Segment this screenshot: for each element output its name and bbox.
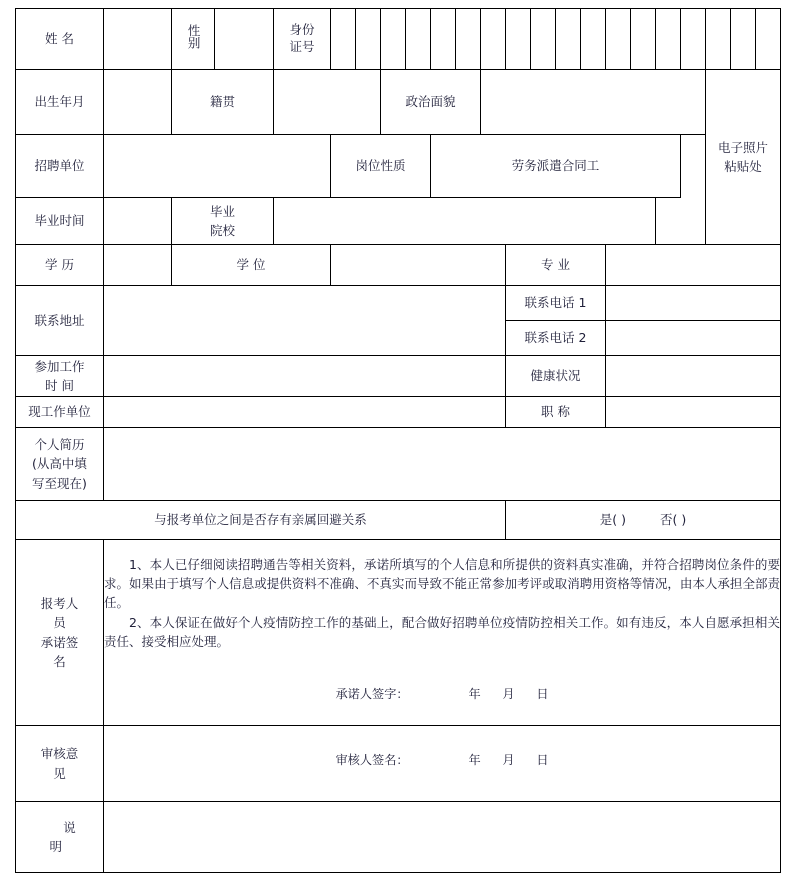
label-start-work-line1: 参加工作: [34, 358, 85, 374]
commitment-date-year: 年: [468, 687, 481, 702]
table-row-relative-avoidance: [16, 501, 781, 540]
table-row-education: [16, 245, 781, 286]
label-health-status: 健康状况: [506, 356, 606, 397]
id-cell-6[interactable]: [456, 9, 481, 70]
field-political-status-value[interactable]: [481, 70, 706, 135]
application-form-table: [15, 8, 781, 873]
label-id-number-text: 身份证号: [289, 21, 315, 54]
table-row-birth: [16, 70, 781, 135]
id-cell-14[interactable]: [656, 9, 681, 70]
id-cell-5[interactable]: [431, 9, 456, 70]
field-recruit-unit-value[interactable]: [104, 135, 331, 198]
table-row-note: [16, 802, 781, 873]
label-current-work-unit: 现工作单位: [16, 397, 104, 428]
review-date-year: 年: [468, 753, 481, 768]
id-cell-17[interactable]: [731, 9, 756, 70]
field-major-value[interactable]: [606, 245, 781, 286]
field-education-value[interactable]: [104, 245, 172, 286]
table-row-commitment: [16, 540, 781, 726]
label-contact-address: 联系地址: [16, 286, 104, 356]
commitment-signature-row: [104, 685, 780, 704]
application-form-container: [15, 8, 780, 873]
label-personal-resume: [16, 428, 104, 501]
label-graduation-time: 毕业时间: [16, 198, 104, 245]
field-native-place-value[interactable]: [274, 70, 381, 135]
field-gender-value[interactable]: [215, 9, 274, 70]
label-post-nature: 岗位性质: [331, 135, 431, 198]
photo-label-line1: 电子照片: [717, 139, 768, 155]
label-note: [16, 802, 104, 873]
label-commitment-line1: 报考人: [40, 595, 79, 611]
option-no[interactable]: 否( ): [659, 512, 687, 528]
field-graduation-school-value[interactable]: [274, 198, 656, 245]
id-cell-15[interactable]: [681, 9, 706, 70]
id-cell-9[interactable]: [531, 9, 556, 70]
label-relative-avoidance-question: 与报考单位之间是否存有亲属回避关系: [16, 501, 506, 540]
label-resume-line1: 个人简历: [34, 436, 85, 452]
field-birth-date-value[interactable]: [104, 70, 172, 135]
label-note-line1: 说: [63, 819, 76, 835]
label-graduation-school-line1: 毕业: [209, 203, 235, 219]
label-name: 姓 名: [16, 9, 104, 70]
label-education: 学 历: [16, 245, 104, 286]
commitment-date-group: [468, 685, 548, 704]
label-commitment-line2: 员: [53, 615, 66, 631]
commitment-date-month: 月: [502, 687, 515, 702]
field-phone1-value[interactable]: [606, 286, 781, 321]
label-phone1: 联系电话 1: [506, 286, 606, 321]
label-applicant-commitment: [16, 540, 104, 726]
id-cell-12[interactable]: [606, 9, 631, 70]
field-name-value[interactable]: [104, 9, 172, 70]
label-graduation-school-line2: 院校: [209, 223, 235, 238]
label-native-place: 籍贯: [172, 70, 274, 135]
label-commitment-line3: 承诺签: [40, 634, 79, 650]
id-cell-2[interactable]: [356, 9, 381, 70]
id-cell-4[interactable]: [406, 9, 431, 70]
field-current-work-unit-value[interactable]: [104, 397, 506, 428]
field-personal-resume-value[interactable]: [104, 428, 781, 501]
id-cell-16[interactable]: [706, 9, 731, 70]
label-note-line2: 明: [49, 839, 62, 854]
field-contact-address-value[interactable]: [104, 286, 506, 356]
review-date-month: 月: [502, 753, 515, 768]
id-cell-3[interactable]: [381, 9, 406, 70]
relative-avoidance-options: [506, 501, 781, 540]
table-row-phone1: [16, 286, 781, 321]
table-row-start-work: [16, 356, 781, 397]
field-health-status-value[interactable]: [606, 356, 781, 397]
review-signature-line: [104, 751, 780, 776]
photo-paste-area[interactable]: [706, 70, 781, 245]
field-review-opinion-value[interactable]: [104, 726, 781, 802]
id-cell-18[interactable]: [756, 9, 781, 70]
review-signature-row: [104, 751, 780, 770]
label-resume-line2: (从高中填: [32, 456, 87, 472]
field-start-work-time-value[interactable]: [104, 356, 506, 397]
label-start-work-line2: 时 间: [45, 378, 74, 393]
label-commitment-line4: 名: [53, 653, 66, 669]
table-row-current-unit: [16, 397, 781, 428]
id-cell-11[interactable]: [581, 9, 606, 70]
review-date-day: 日: [536, 753, 549, 768]
commitment-signature-label[interactable]: 承诺人签字：: [335, 687, 409, 702]
field-note-value[interactable]: [104, 802, 781, 873]
label-graduation-school: [172, 198, 274, 245]
id-cell-7[interactable]: [481, 9, 506, 70]
field-graduation-time-value[interactable]: [104, 198, 172, 245]
label-birth-date: 出生年月: [16, 70, 104, 135]
table-row-recruit-unit: [16, 135, 781, 198]
commitment-paragraph-2: 2、本人保证在做好个人疫情防控工作的基础上，配合做好招聘单位疫情防控相关工作。如有违反，本人自愿承担相关责任、接受相应处理。: [104, 614, 780, 650]
label-gender-text: 性别: [186, 23, 202, 49]
id-cell-10[interactable]: [556, 9, 581, 70]
field-degree-value[interactable]: [331, 245, 506, 286]
table-row-resume: [16, 428, 781, 501]
field-phone2-value[interactable]: [606, 321, 781, 356]
label-degree: 学 位: [172, 245, 331, 286]
commitment-signature-line: [104, 685, 780, 710]
label-major: 专 业: [506, 245, 606, 286]
label-resume-line3: 写至现在): [32, 475, 87, 491]
field-job-title-value[interactable]: [606, 397, 781, 428]
commitment-date-day: 日: [536, 687, 549, 702]
review-signature-label[interactable]: 审核人签名：: [335, 753, 409, 768]
label-recruit-unit: 招聘单位: [16, 135, 104, 198]
label-review-line2: 见: [53, 765, 66, 781]
label-id-number: [274, 9, 331, 70]
commitment-paragraph-1: 1、本人已仔细阅读招聘通告等相关资料，承诺所填写的个人信息和所提供的资料真实准确，并符合招聘岗位条件的要求。如果由于填写个人信息或提供资料不准确、不真实而导致不能正常参加考评或取消聘用资格等情况，由本人承担全部责任。: [104, 556, 780, 611]
label-job-title: 职 称: [506, 397, 606, 428]
review-date-group: [468, 751, 548, 770]
label-phone2: 联系电话 2: [506, 321, 606, 356]
photo-label-line2: 粘贴处: [724, 159, 762, 174]
label-political-status: 政治面貌: [381, 70, 481, 135]
label-review-opinion: [16, 726, 104, 802]
table-row-graduation: [16, 198, 781, 245]
label-start-work-time: [16, 356, 104, 397]
table-row-name: [16, 9, 781, 70]
id-cell-1[interactable]: [331, 9, 356, 70]
label-review-line1: 审核意: [40, 746, 79, 762]
value-post-nature: 劳务派遣合同工: [431, 135, 681, 198]
id-cell-8[interactable]: [506, 9, 531, 70]
id-cell-13[interactable]: [631, 9, 656, 70]
label-gender: [172, 9, 215, 70]
option-yes[interactable]: 是( ): [599, 512, 627, 528]
table-row-review-opinion: [16, 726, 781, 802]
commitment-text-block: [104, 540, 781, 726]
